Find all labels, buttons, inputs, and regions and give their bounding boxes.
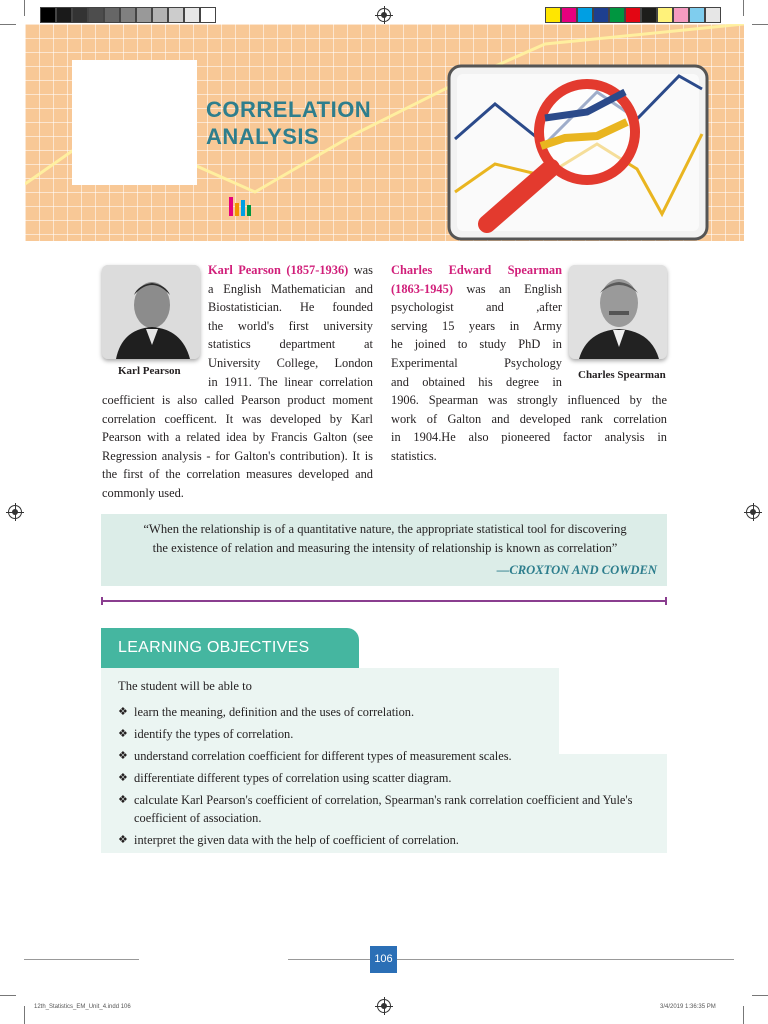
bio-line: 1906. Spearman was strongly influenced by the [391,393,667,407]
portrait-image [569,265,667,359]
bio-line: Regression analysis - for Galton's contribution). It is [102,448,373,463]
list-item: ❖ interpret the given data with the help of coefficient of correlation. [118,831,648,849]
crop-mark [0,995,16,996]
list-item: ❖ differentiate different types of correlation using scatter diagram. [118,769,648,787]
karl-pearson-bio [208,261,373,391]
bio-line: commonly used. [102,485,184,500]
spearman-bio [391,261,562,391]
crop-mark [752,995,768,996]
chapter-title [206,96,371,150]
bio-line: (1863-1945) was an English [391,281,562,296]
page-number: 106 [370,946,397,973]
karl-pearson-bio-continued [102,391,373,503]
bio-line: Biostatistician. He founded [208,300,373,315]
registration-mark-right [746,505,760,519]
crop-mark [0,24,16,25]
registration-mark-left [8,505,22,519]
bio-line: psychologist and ,after [391,300,562,315]
bio-line: Pearson with a related idea by Francis Galton (see [102,430,373,445]
bio-line: University College, London [208,355,373,370]
quote-line: the existence of relation and measuring the intensity of relationship is known as correlation” [152,541,618,555]
karl-pearson-portrait [102,265,200,359]
grayscale-strip [40,7,216,23]
quote-author: —CROXTON AND COWDEN [496,563,657,577]
portrait-image [102,265,200,359]
quote-line: “When the relationship is of a quantitative nature, the appropriate statistical tool for discovering [143,522,627,536]
crop-mark [24,1006,25,1024]
learning-objectives-intro: The student will be able to [118,679,252,693]
bio-line: coefficient is also called Pearson product moment [102,393,373,407]
charles-spearman-caption: Charles Spearman [578,369,666,381]
bio-line: he joined to study PhD in [391,337,562,352]
learning-objectives-list [118,703,648,853]
bio-line: statistics department at [208,337,373,352]
spearman-name: Charles Edward Spearman [391,263,562,277]
bio-line: Experimental Psychology [391,355,562,370]
crop-mark [743,0,744,16]
chapter-header [25,24,744,241]
crop-mark [743,1006,744,1024]
print-timestamp: 3/4/2019 1:36:35 PM [660,1004,716,1010]
bio-line: correlation coefficent. It was developed by Karl [102,411,373,426]
crop-mark [752,24,768,25]
bio-line: statistics. [391,448,437,463]
footer-rule [24,959,139,960]
bio-line: work of Galton and developed rank correlation [391,411,667,426]
charles-spearman-portrait [569,265,667,359]
quote-box [101,514,667,586]
learning-objectives-heading: LEARNING OBJECTIVES [101,628,359,668]
chapter-title-line2: ANALYSIS [206,124,320,149]
spearman-bio-continued [391,391,667,465]
karl-pearson-name: Karl Pearson (1857-1936) [208,263,349,277]
bio-line: in 1911. The linear correlation [208,374,373,389]
chapter-number-box [72,60,197,185]
bio-line: and obtained his degree in [391,374,562,389]
chapter-title-line1: CORRELATION [206,97,372,122]
quote-text [111,520,659,558]
registration-mark-top [377,8,391,22]
registration-mark-bottom [377,999,391,1013]
bio-line: the first of the correlation measures developed and [102,467,373,482]
footer-rule [288,959,734,960]
bio-line: a English Mathematician and [208,281,373,296]
list-item: ❖ learn the meaning, definition and the uses of correlation. [118,703,648,721]
bio-line: serving 15 years in Army [391,318,562,333]
crop-mark [24,0,25,16]
magnifier-chart-icon [447,64,711,241]
karl-pearson-caption: Karl Pearson [118,365,181,377]
list-item: ❖ identify the types of correlation. [118,725,648,743]
bio-line: in 1904.He also pioneered factor analysis in [391,430,667,445]
color-strip [545,7,721,23]
list-item: ❖ understand correlation coefficient for different types of measurement scales. [118,747,648,765]
list-item: ❖ calculate Karl Pearson's coefficient of correlation, Spearman's rank correlation coefficient and Yule's coefficient of association. [118,791,648,827]
bar-chart-icon [229,194,253,216]
file-slug: 12th_Statistics_EM_Unit_4.indd 106 [34,1004,131,1010]
bio-line: the world's first university [208,318,373,333]
section-divider [101,600,667,602]
bio-line: Karl Pearson (1857-1936) was [208,263,373,277]
